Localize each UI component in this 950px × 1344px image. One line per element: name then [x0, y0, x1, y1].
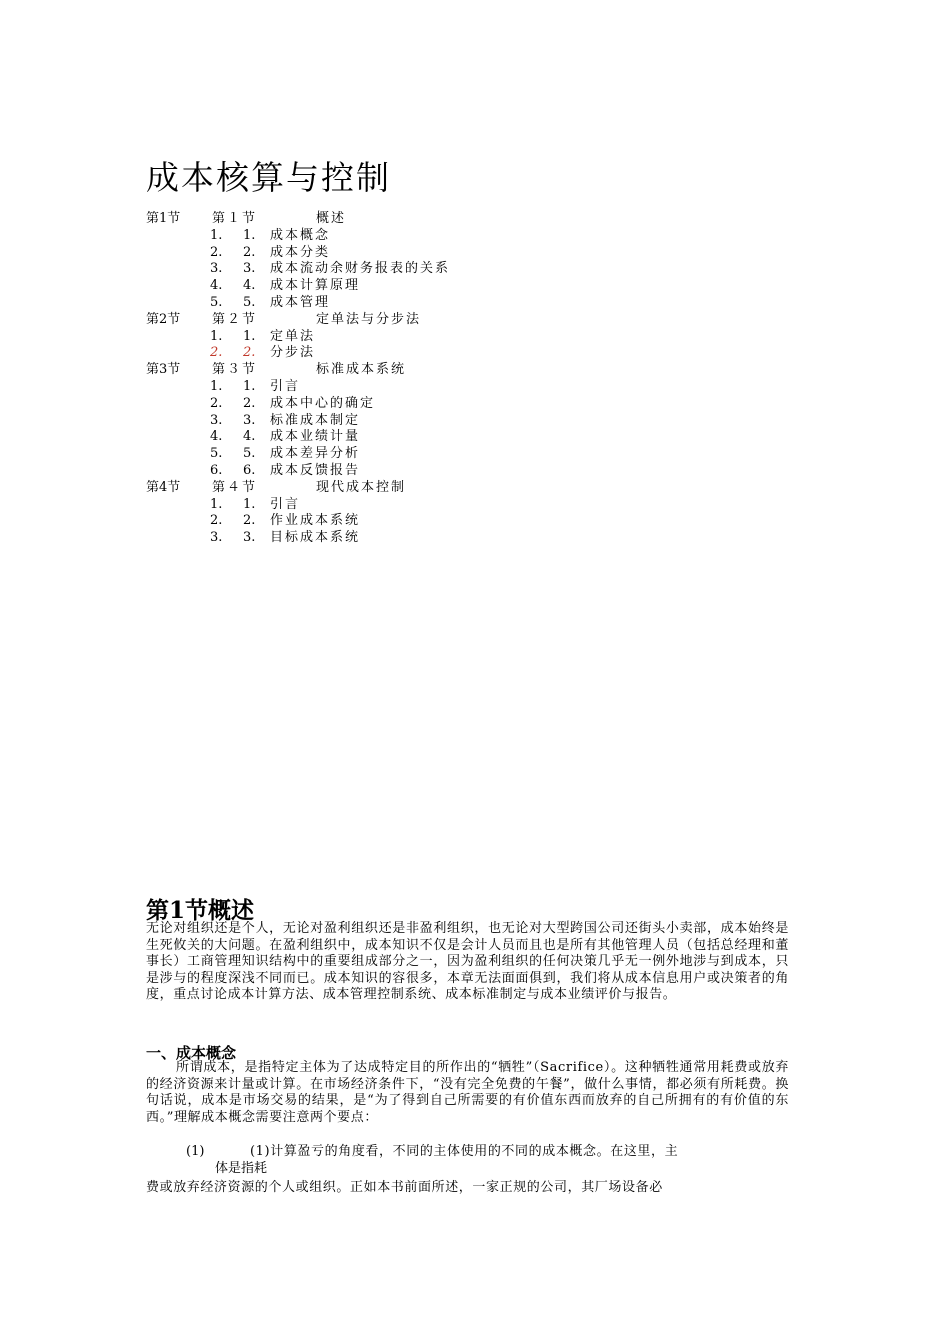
toc-section-title: 标准成本系统 — [316, 362, 407, 378]
toc-item-number: 1. — [210, 496, 223, 512]
toc-section-number: 第１节 — [212, 211, 258, 226]
toc-item-title: 引言 — [270, 378, 301, 394]
toc-item-number: 4. — [210, 278, 223, 294]
document-title: 成本核算与控制 — [146, 158, 391, 197]
toc-item-subnumber: 5. — [243, 446, 256, 462]
toc-item-number: 3. — [210, 261, 223, 277]
point-continuation: 体是指耗 — [215, 1161, 268, 1176]
toc-item-number: 1. — [210, 378, 223, 394]
toc-section-title: 概述 — [316, 211, 347, 226]
toc-item-number: 4. — [210, 429, 223, 445]
toc-item-subnumber: 5. — [243, 294, 256, 310]
toc-item-title: 引言 — [270, 496, 301, 512]
toc-item-subnumber: 6. — [243, 462, 256, 478]
toc-item-row — [146, 345, 606, 362]
toc-item-subnumber: 1. — [243, 227, 256, 243]
toc-item-number: 2. — [210, 244, 223, 260]
toc-item-title: 成本流动余财务报表的关系 — [270, 261, 451, 277]
point-number: (1) — [186, 1144, 205, 1159]
toc-section-title: 定单法与分步法 — [316, 311, 422, 327]
toc-item-subnumber: 2. — [243, 395, 256, 411]
section-heading: 第1节概述 — [146, 897, 255, 924]
toc-item-title: 成本概念 — [270, 227, 331, 243]
toc-section-number: 第４节 — [212, 479, 258, 495]
toc-item-subnumber: 4. — [243, 429, 256, 445]
toc-item-row — [146, 513, 606, 530]
toc-item-row — [146, 413, 606, 430]
toc-item-subnumber: 3. — [243, 261, 256, 277]
toc-section-code: 第3节 — [146, 362, 181, 378]
toc-item-number: 5. — [210, 446, 223, 462]
toc-item-subnumber: 2. — [243, 244, 256, 260]
table-of-contents — [146, 211, 606, 547]
toc-item-title: 成本差异分析 — [270, 446, 361, 462]
toc-item-row — [146, 261, 606, 278]
toc-item-row — [146, 278, 606, 295]
toc-item-title: 标准成本制定 — [270, 412, 361, 428]
toc-section-row — [146, 480, 606, 497]
toc-section-number: 第２节 — [212, 311, 258, 327]
tail-paragraph: 费或放弃经济资源的个人或组织。正如本书前面所述，一家正规的公司，其厂场设备必 — [146, 1180, 663, 1195]
toc-item-title: 成本中心的确定 — [270, 395, 376, 411]
intro-paragraph: 无论对组织还是个人，无论对盈利组织还是非盈利组织，也无论对大型跨国公司还街头小卖部，成本始终是生死攸关的大问题。在盈利组织中，成本知识不仅是会计人员而且也是所有其他管理人员（包括总经理和董事长）工商管理知识结构中的重要组成部分之一，因为盈利组织的任何决策几乎无一例外地涉与到成本，只是涉与的程度深浅不同而已。成本知识的容很多，本章无法面面俱到，我们将从成本信息用户或决策者的角度，重点讨论成本计算方法、成本管理控制系统、成本标准制定与成本业绩评价与报告。 — [146, 921, 789, 1003]
toc-item-subnumber: 1. — [243, 378, 256, 394]
toc-item-title: 定单法 — [270, 328, 316, 344]
toc-item-title: 作业成本系统 — [270, 513, 361, 529]
toc-item-number: 1. — [210, 328, 223, 344]
toc-item-subnumber: 2. — [243, 513, 256, 529]
toc-item-row — [146, 228, 606, 245]
toc-item-row — [146, 463, 606, 480]
toc-item-subnumber: 3. — [243, 530, 256, 546]
toc-item-subnumber: 1. — [243, 328, 256, 344]
toc-item-row — [146, 379, 606, 396]
point-text: (1)计算盈亏的角度看，不同的主体使用的不同的成本概念。在这里，主 — [250, 1144, 679, 1159]
toc-item-subnumber: 4. — [243, 278, 256, 294]
toc-section-code: 第2节 — [146, 311, 181, 327]
toc-item-number: 5. — [210, 294, 223, 310]
toc-section-row — [146, 312, 606, 329]
toc-item-title: 分步法 — [270, 345, 316, 361]
toc-item-row — [146, 429, 606, 446]
toc-item-title: 成本反馈报告 — [270, 462, 361, 478]
toc-item-title: 成本管理 — [270, 294, 331, 310]
toc-item-number: 6. — [210, 462, 223, 478]
toc-section-number: 第３节 — [212, 362, 258, 378]
toc-item-subnumber: 3. — [243, 412, 256, 428]
toc-item-number: 2. — [210, 395, 223, 411]
toc-item-title: 成本业绩计量 — [270, 429, 361, 445]
concept-paragraph: 所谓成本，是指特定主体为了达成特定目的所作出的“牺牲”（Sacrifice）。这种牺牲通常用耗费或放弃的经济资源来计量或计算。在市场经济条件下，“没有完全免费的午餐”，做什么事情，都必须有所耗费。换句话说，成本是市场交易的结果，是“为了得到自己所需要的有价值东西而放弃的自己所拥有的有价值的东西。”理解成本概念需要注意两个要点： — [146, 1060, 789, 1125]
toc-section-code: 第1节 — [146, 211, 181, 226]
toc-item-row — [146, 295, 606, 312]
toc-section-row — [146, 211, 606, 228]
toc-item-number: 2. — [210, 345, 223, 361]
toc-item-row — [146, 396, 606, 413]
toc-item-row — [146, 530, 606, 547]
toc-item-title: 成本计算原理 — [270, 278, 361, 294]
toc-item-title: 目标成本系统 — [270, 530, 361, 546]
toc-item-number: 2. — [210, 513, 223, 529]
toc-item-row — [146, 497, 606, 514]
toc-section-row — [146, 362, 606, 379]
toc-section-code: 第4节 — [146, 479, 181, 495]
sub-heading: 一、成本概念 — [146, 1044, 237, 1062]
toc-item-row — [146, 329, 606, 346]
toc-item-row — [146, 245, 606, 262]
toc-item-subnumber: 2. — [243, 345, 256, 361]
toc-item-number: 3. — [210, 530, 223, 546]
toc-item-number: 3. — [210, 412, 223, 428]
toc-item-title: 成本分类 — [270, 244, 331, 260]
toc-item-subnumber: 1. — [243, 496, 256, 512]
toc-section-title: 现代成本控制 — [316, 479, 407, 495]
toc-item-number: 1. — [210, 227, 223, 243]
toc-item-row — [146, 446, 606, 463]
